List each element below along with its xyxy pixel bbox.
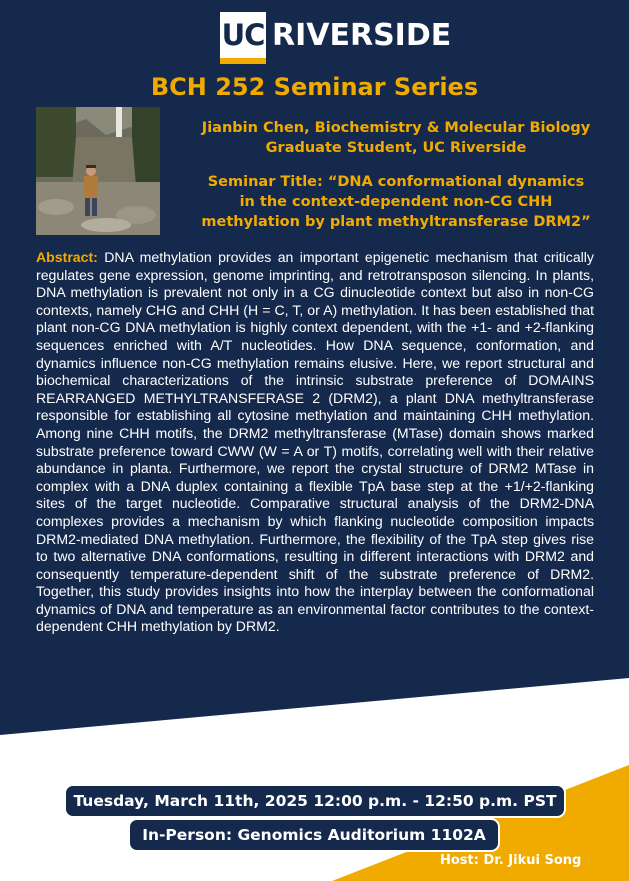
seminar-title-line2: in the context-dependent non-CG CHH [239, 194, 553, 210]
event-datetime: Tuesday, March 11th, 2025 12:00 p.m. - 12:50 p.m. PST [64, 784, 566, 818]
speaker-name: Jianbin Chen, Biochemistry & Molecular Biology [201, 120, 591, 136]
series-title: BCH 252 Seminar Series [150, 73, 479, 101]
speaker-affiliation: Graduate Student, UC Riverside [265, 140, 527, 156]
speaker-photo [36, 107, 160, 235]
host: Host: Dr. Jikui Song [440, 853, 582, 868]
event-location: In-Person: Genomics Auditorium 1102A [128, 818, 500, 852]
speaker-info [172, 118, 620, 158]
seminar-title-line3: methylation by plant methyltransferase DRM2” [201, 214, 591, 230]
uc-riverside-logo [220, 12, 451, 58]
logo-wordmark: RIVERSIDE [272, 17, 452, 53]
abstract-label: Abstract: [36, 249, 105, 265]
abstract-text: DNA methylation provides an important epigenetic mechanism that critically regulates gene expression, genome imprinting, and retrotransposon silencing. In plants, DNA methylation is prevalent not only in a CG dinucleotide context but also in non-CG contexts, namely CHG and CHH (H = C, T, or A) methylation. It has been established that plant non-CG DNA methylation is highly context dependent, with the +1- and +2-flanking sequences enriched with A/T nucleotides. How DNA sequence, conformation, and dynamics influence non-CG methylation remains elusive. Here, we report structural and biochemical characterizations of the intrinsic substrate preference of DOMAINS REARRANGED METHYLTRANSFERASE 2 (DRM2), a plant DNA methyltransferase responsible for establishing all cytosine methylation and maintaining CHH methylation. Among nine CHH motifs, the DRM2 methyltransferase (MTase) domain shows marked substrate preference toward CWW (W = A or T) motifs, correlating well with their relative abundance in planta. Furthermore, we report the crystal structure of DRM2 MTase in complex with a DNA duplex containing a flexible TpA base step at the +1/+2-flanking sites of the target nucleotide. Comparative structural analysis of the DRM2-DNA complexes provides a mechanism by which flanking nucleotide composition impacts DRM2-mediated DNA methylation. Furthermore, the flexibility of the TpA step gives rise to two alternative DNA conformations, resulting in different interactions with DRM2 and consequently temperature-dependent shift of the substrate preference of DRM2. Together, this study provides insights into how the interplay between the conformational dynamics of DNA and temperature as an environmental factor contributes to the context-dependent CHH methylation by DRM2. [36, 249, 594, 635]
seminar-title [172, 172, 620, 232]
logo-monogram: UC [220, 12, 266, 58]
abstract [36, 249, 594, 636]
seminar-title-line1: Seminar Title: “DNA conformational dynamics [207, 174, 585, 190]
